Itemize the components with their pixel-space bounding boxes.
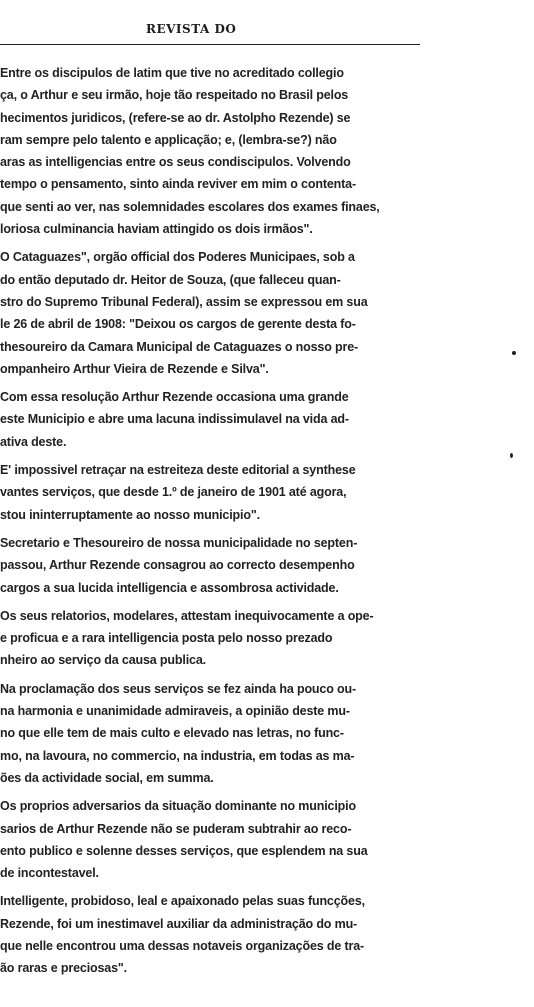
text-line: aras as intelligencias entre os seus condiscipulos. Volvendo (0, 155, 351, 170)
text-line: Intelligente, probidoso, leal e apaixonado pelas suas funcções, (0, 894, 365, 909)
text-line: Entre os discipulos de latim que tive no acreditado collegio (0, 66, 344, 80)
text-line: que senti ao ver, nas solemnidades escolares dos exames finaes, (0, 199, 380, 214)
page-header (0, 20, 534, 44)
text-line: Rezende, foi um inestimavel auxiliar da administração do mu- (0, 916, 358, 931)
text-line: O Cataguazes", orgão official dos Poderes Municipaes, sob a (0, 250, 355, 265)
text-line: mo, na lavoura, no commercio, na industria, em todas as ma- (0, 748, 355, 763)
article-body (0, 62, 430, 986)
paragraph (0, 890, 430, 979)
text-line: Os seus relatorios, modelares, attestam inequivocamente a ope- (0, 608, 374, 623)
text-line: E' impossivel retraçar na estreiteza deste editorial a synthese (0, 463, 356, 478)
paragraph (0, 678, 430, 789)
text-line: tempo o pensamento, sinto ainda reviver em mim o contenta- (0, 177, 356, 192)
text-line: Na proclamação dos seus serviços se fez ainda ha pouco ou- (0, 681, 357, 696)
text-line: ça, o Arthur e seu irmão, hoje tão respeitado no Brasil pelos (0, 88, 349, 103)
paragraph (0, 459, 430, 526)
text-line: no que elle tem de mais culto e elevado nas letras, no func- (0, 726, 344, 741)
text-line: stou ininterruptamente ao nosso municipio". (0, 507, 260, 522)
header-rule (0, 44, 420, 45)
text-line: ram sempre pelo talento e applicação; e, (lembra-se?) não (0, 132, 337, 147)
text-line: thesoureiro da Camara Municipal de Cataguazes o nosso pre- (0, 339, 359, 354)
text-line: ento publico e solenne desses serviços, que esplendem na sua (0, 843, 368, 858)
text-line: hecimentos juridicos, (refere-se ao dr. Astolpho Rezende) se (0, 110, 351, 125)
text-line: cargos a sua lucida intelligencia e assombrosa actividade. (0, 580, 339, 595)
text-line: que nelle encontrou uma dessas notaveis organizações de tra- (0, 938, 365, 953)
text-line: ompanheiro Arthur Vieira de Rezende e Silva". (0, 361, 269, 376)
ink-speck (512, 351, 516, 355)
paragraph (0, 532, 430, 599)
text-line: nheiro ao serviço da causa publica. (0, 653, 206, 668)
text-line: passou, Arthur Rezende consagrou ao correcto desempenho (0, 558, 355, 573)
text-line: na harmonia e unanimidade admiraveis, a opinião deste mu- (0, 704, 350, 719)
text-line: ativa deste. (0, 434, 67, 449)
paragraph (0, 246, 430, 380)
text-line: ões da actividade social, em summa. (0, 770, 214, 785)
text-line: do então deputado dr. Heitor de Souza, (que falleceu quan- (0, 272, 341, 287)
text-line: sarios de Arthur Rezende não se puderam subtrahir ao reco- (0, 821, 352, 836)
paragraph (0, 386, 430, 453)
text-line: Secretario e Thesoureiro de nossa municipalidade no septen- (0, 535, 358, 550)
text-line: Os proprios adversarios da situação dominante no municipio (0, 799, 356, 814)
paragraph (0, 62, 430, 240)
paragraph (0, 605, 430, 672)
text-line: stro do Supremo Tribunal Federal), assim se expressou em sua (0, 294, 368, 309)
text-line: vantes serviços, que desde 1.º de janeiro de 1901 até agora, (0, 485, 347, 500)
text-line: este Municipio e abre uma lacuna indissimulavel na vida ad- (0, 412, 349, 427)
text-line: de incontestavel. (0, 866, 99, 881)
ink-speck (510, 453, 513, 458)
text-line: Com essa resolução Arthur Rezende occasiona uma grande (0, 390, 349, 405)
text-line: loriosa culminancia haviam attingido os dois irmãos". (0, 222, 313, 237)
running-head-title: REVISTA DO (146, 22, 237, 36)
text-line: e proficua e a rara intelligencia posta pelo nosso prezado (0, 631, 333, 646)
text-line: le 26 de abril de 1908: "Deixou os cargos de gerente desta fo- (0, 317, 356, 332)
text-line: ão raras e preciosas". (0, 961, 128, 976)
paragraph (0, 795, 430, 884)
